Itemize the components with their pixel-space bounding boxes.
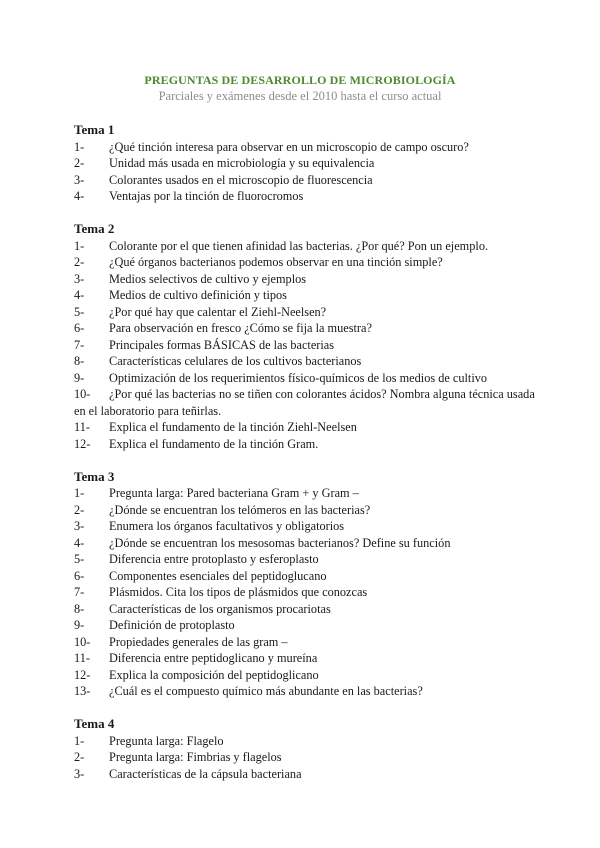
question-number: 9- [74,370,85,385]
question-number: 3- [74,519,85,533]
question-number: 11- [74,420,90,434]
question-item [74,386,544,419]
question-number: 1- [74,486,85,500]
section-title: Tema 3 [74,468,115,484]
question-item [74,188,544,205]
question-number: 11- [74,651,90,665]
question-item [74,238,544,255]
question-number: 2- [74,750,85,764]
question-item [74,353,544,370]
question-number: 3- [74,766,85,781]
question-item [74,617,544,634]
question-item [74,584,544,601]
question-item [74,370,544,387]
question-number: 2- [74,502,85,517]
question-number: 4- [74,535,85,550]
question-item [74,271,544,288]
section-tema-3 [74,469,544,700]
question-text: ¿Qué órganos bacterianos podemos observar en una tinción simple? [109,255,443,269]
question-text: Unidad más usada en microbiología y su equivalencia [109,156,375,170]
question-number: 8- [74,601,85,616]
question-text: Plásmidos. Cita los tipos de plásmidos que conozcas [109,585,368,599]
question-text: Optimización de los requerimientos físico-químicos de los medios de cultivo [109,370,488,385]
question-item [74,337,544,354]
question-text: ¿Por qué las bacterias no se tiñen con colorantes ácidos? Nombra alguna técnica usada en el laboratorio para teñirlas. [74,387,535,418]
question-number: 2- [74,255,85,269]
document-title: PREGUNTAS DE DESARROLLO DE MICROBIOLOGÍA [144,73,456,87]
question-number: 1- [74,733,85,748]
question-text: Principales formas BÁSICAS de las bacterias [109,337,335,352]
question-text: Explica el fundamento de la tinción Gram. [109,436,319,451]
question-item [74,650,544,667]
question-item [74,304,544,321]
question-item [74,139,544,156]
question-number: 13- [74,684,91,698]
question-number: 9- [74,618,85,632]
question-text: Para observación en fresco ¿Cómo se fija la muestra? [109,321,372,335]
question-item [74,287,544,304]
section-tema-1 [74,122,544,205]
question-item [74,419,544,436]
section-tema-2 [74,221,544,452]
question-number: 10- [74,634,91,649]
question-item [74,254,544,271]
question-item [74,601,544,618]
question-item [74,766,544,783]
question-number: 12- [74,667,91,682]
question-number: 10- [74,387,91,401]
question-item [74,502,544,519]
question-item [74,634,544,651]
question-number: 5- [74,552,85,566]
question-text: Definición de protoplasto [109,618,235,632]
question-number: 7- [74,585,85,599]
question-number: 2- [74,156,85,170]
question-text: Colorante por el que tienen afinidad las bacterias. ¿Por qué? Pon un ejemplo. [109,238,489,253]
question-item [74,551,544,568]
question-text: Colorantes usados en el microscopio de fluorescencia [109,172,373,187]
question-text: ¿Dónde se encuentran los telómeros en las bacterias? [109,502,371,517]
question-item [74,436,544,453]
section-title: Tema 4 [74,716,115,731]
question-item [74,485,544,502]
question-item [74,568,544,585]
question-text: Enumera los órganos facultativos y obligatorios [109,519,345,533]
question-number: 6- [74,568,85,583]
question-item [74,667,544,684]
question-text: Diferencia entre peptidoglicano y mureína [109,651,318,665]
question-number: 8- [74,354,85,368]
question-number: 3- [74,172,85,187]
section-title: Tema 1 [74,122,115,137]
question-text: Características de los organismos procariotas [109,601,331,616]
question-text: Características celulares de los cultivos bacterianos [109,354,362,368]
question-text: Diferencia entre protoplasto y esferoplasto [109,552,319,566]
question-text: Pregunta larga: Pared bacteriana Gram + y Gram – [109,486,359,500]
question-text: Medios de cultivo definición y tipos [109,288,287,302]
question-text: ¿Cuál es el compuesto químico más abundante en las bacterias? [109,684,423,698]
section-title: Tema 2 [74,221,115,236]
question-number: 7- [74,337,85,352]
question-number: 6- [74,321,85,335]
question-text: Pregunta larga: Flagelo [109,733,224,748]
question-text: ¿Por qué hay que calentar el Ziehl-Neelsen? [109,304,327,319]
question-number: 5- [74,304,85,319]
question-text: Ventajas por la tinción de fluorocromos [109,189,304,203]
question-item [74,683,544,700]
question-number: 12- [74,436,91,451]
question-number: 4- [74,189,85,203]
question-item [74,749,544,766]
question-item [74,172,544,189]
question-list [74,122,544,799]
document-subtitle: Parciales y exámenes desde el 2010 hasta el curso actual [158,89,442,103]
question-text: Componentes esenciales del peptidoglucano [109,568,327,583]
question-text: Propiedades generales de las gram – [109,634,288,649]
question-text: Explica la composición del peptidoglicano [109,667,319,682]
question-item [74,518,544,535]
question-text: ¿Dónde se encuentran los mesosomas bacterianos? Define su función [109,535,451,550]
question-item [74,733,544,750]
question-number: 1- [74,139,85,154]
question-item [74,320,544,337]
question-item [74,155,544,172]
question-item [74,535,544,552]
question-text: ¿Qué tinción interesa para observar en un microscopio de campo oscuro? [109,139,469,154]
section-tema-4 [74,716,544,782]
question-text: Características de la cápsula bacteriana [109,766,302,781]
question-text: Medios selectivos de cultivo y ejemplos [109,271,307,286]
question-number: 1- [74,238,85,253]
question-number: 4- [74,288,85,302]
question-number: 3- [74,271,85,286]
question-text: Explica el fundamento de la tinción Ziehl-Neelsen [109,420,357,434]
question-text: Pregunta larga: Fimbrias y flagelos [109,750,282,764]
